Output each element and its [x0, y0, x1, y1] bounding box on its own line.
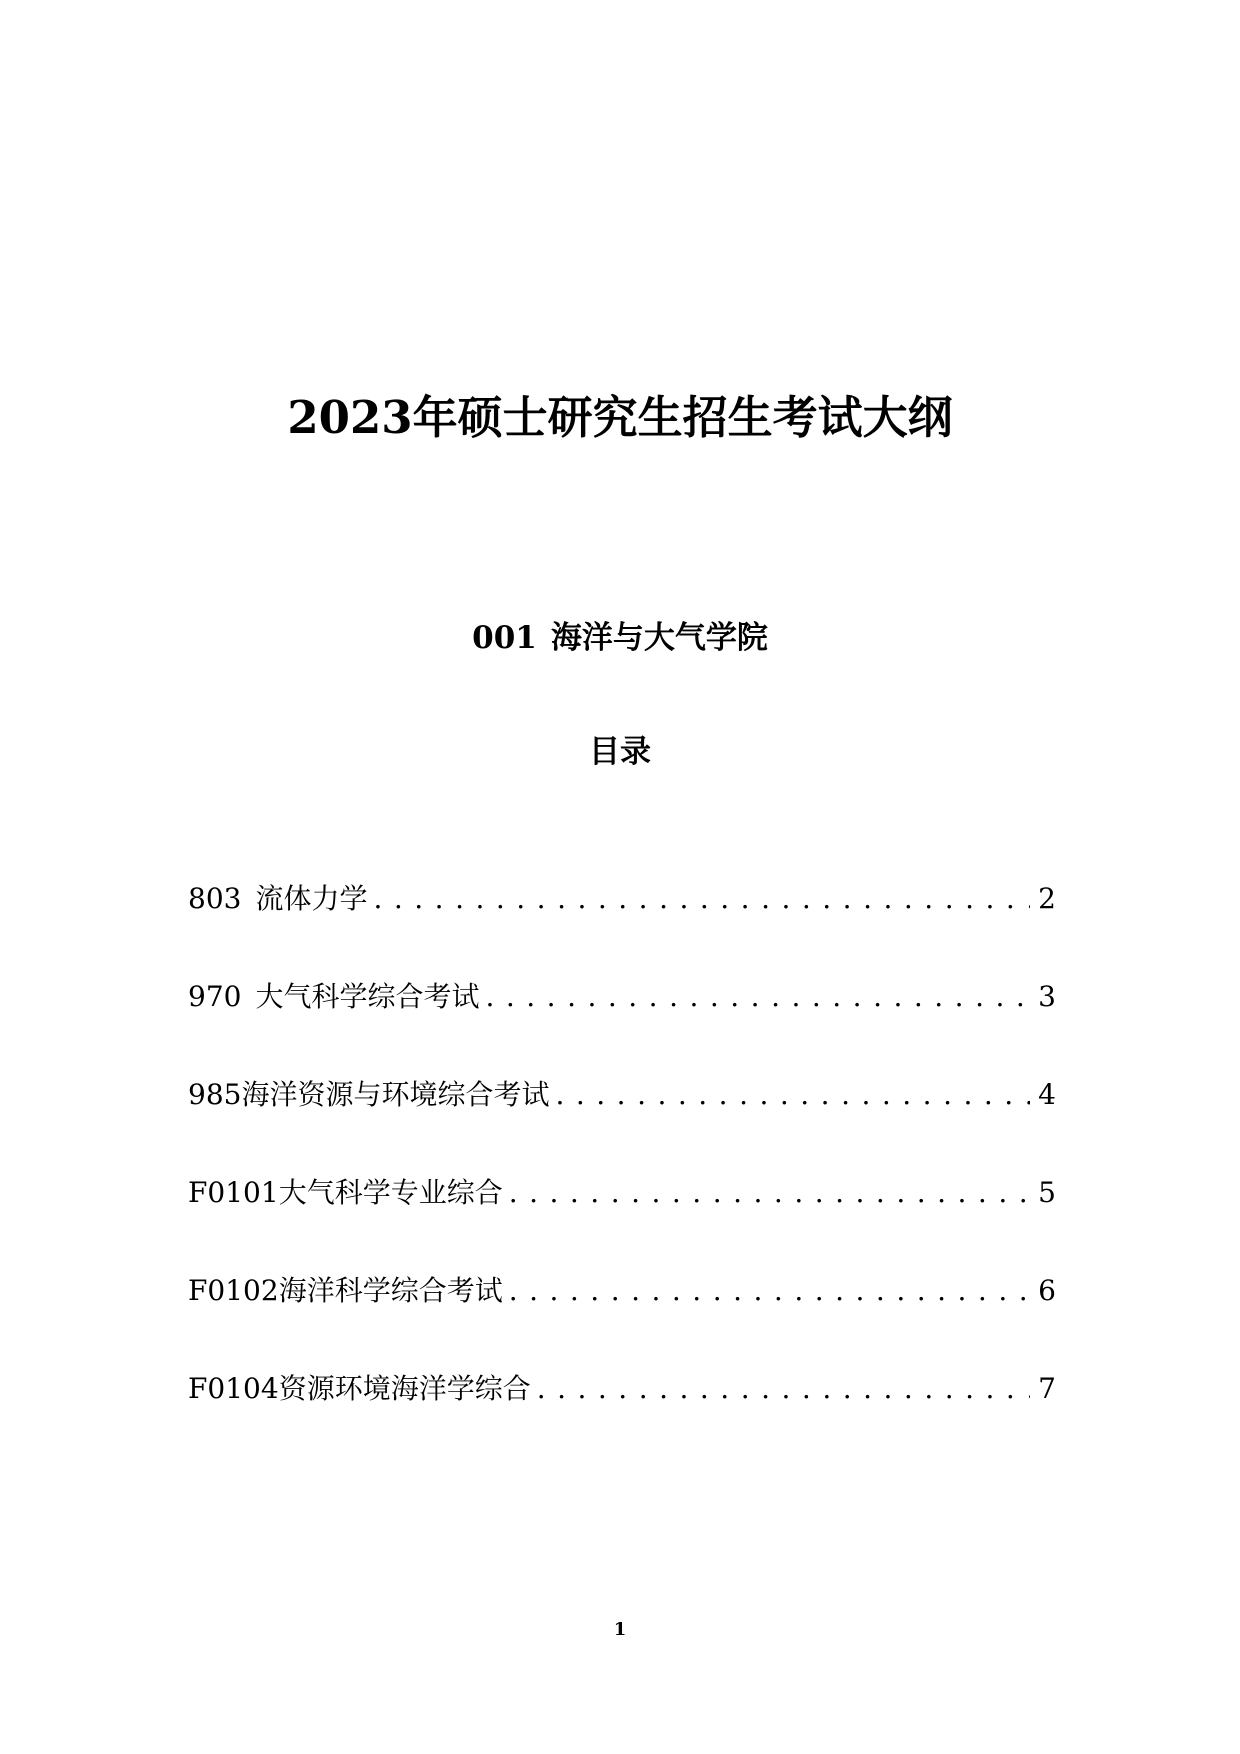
toc-entry-page: 7 [1038, 1372, 1056, 1405]
toc-entry-code: F0101 [188, 1176, 279, 1209]
dot-leader [485, 975, 1030, 1019]
page-number: 1 [613, 1619, 627, 1640]
toc-entry-code: F0102 [188, 1274, 279, 1307]
toc-heading: 目录 [589, 734, 651, 770]
toc-entry-code: 970 [188, 980, 242, 1013]
toc-entry-page: 5 [1038, 1176, 1056, 1209]
toc-entry[interactable] [188, 1269, 1056, 1367]
toc-entry-title: 流体力学 [255, 882, 368, 915]
dot-leader [373, 877, 1030, 921]
toc-entry-title: 海洋科学综合考试 [278, 1274, 503, 1307]
dot-leader [509, 1269, 1030, 1313]
toc-entry[interactable] [188, 1171, 1056, 1269]
college-name: 海洋与大气学院 [550, 620, 768, 656]
dot-leader [537, 1367, 1030, 1411]
dot-leader [555, 1073, 1030, 1117]
toc-entry-title: 资源环境海洋学综合 [278, 1372, 531, 1405]
table-of-contents [188, 877, 1056, 1465]
toc-entry-page: 3 [1038, 980, 1056, 1013]
toc-entry[interactable] [188, 877, 1056, 975]
document-title: 2023年硕士研究生招生考试大纲 [287, 391, 953, 444]
toc-entry-title: 大气科学专业综合 [278, 1176, 503, 1209]
toc-entry-code: 803 [188, 882, 242, 915]
toc-entry-title: 大气科学综合考试 [255, 980, 480, 1013]
toc-entry-title: 海洋资源与环境综合考试 [241, 1078, 550, 1111]
toc-entry-page: 4 [1038, 1078, 1056, 1111]
toc-entry-code: 985 [188, 1078, 242, 1111]
toc-entry[interactable] [188, 1073, 1056, 1171]
toc-entry[interactable] [188, 975, 1056, 1073]
toc-entry-page: 2 [1038, 882, 1056, 915]
college-heading [0, 616, 1240, 660]
toc-entry-code: F0104 [188, 1372, 279, 1405]
toc-entry[interactable] [188, 1367, 1056, 1465]
dot-leader [509, 1171, 1030, 1215]
college-code: 001 [472, 620, 537, 656]
toc-entry-page: 6 [1038, 1274, 1056, 1307]
